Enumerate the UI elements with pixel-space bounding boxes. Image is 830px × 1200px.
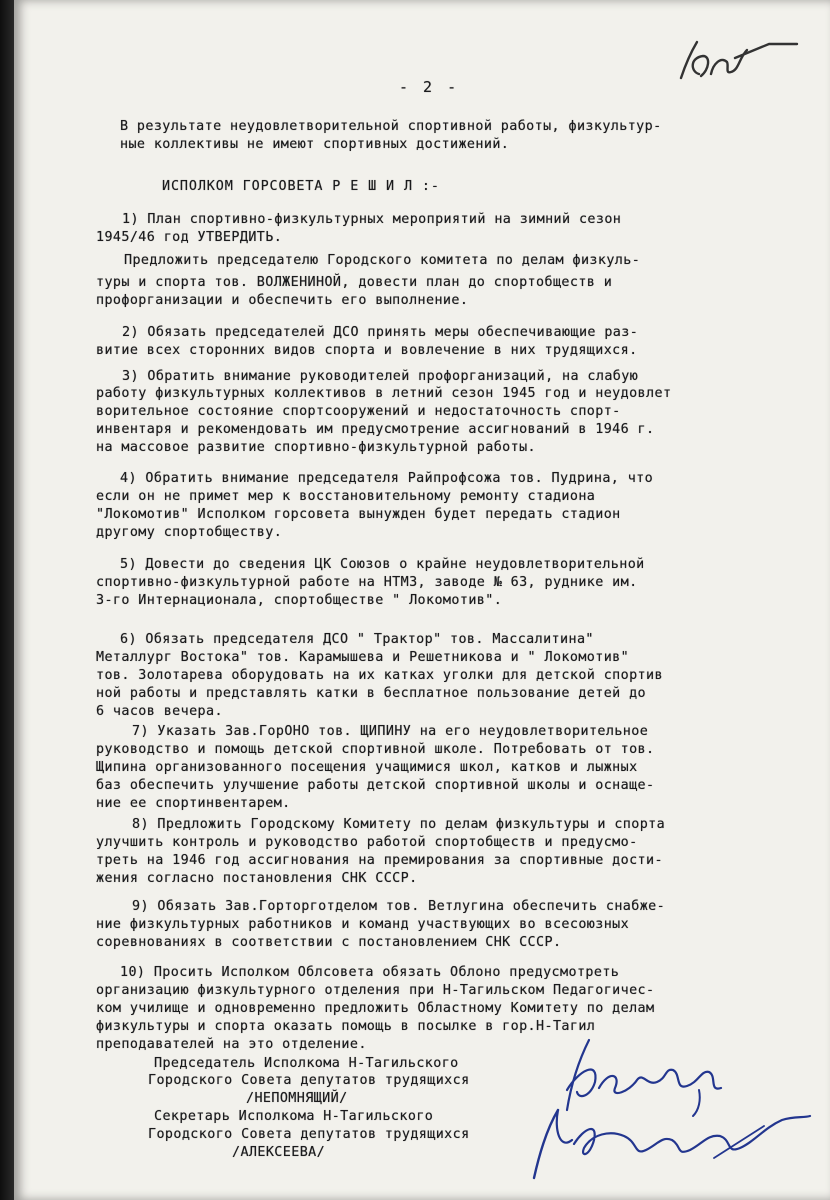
page-number: - 2 - [399, 78, 460, 96]
item-line: 6) Обязать председателя ДСО " Трактор" тов. Массалитина" [120, 632, 594, 647]
item-line: баз обеспечить улучшение работы детской спортивной школы и оснаще- [96, 778, 655, 793]
item-line: работу физкультурных коллективов в летний сезон 1945 год и неудовлет [96, 386, 672, 401]
item-line: физкультуры и спорта оказать помощь в посылке в гор.Н-Тагил [96, 1019, 596, 1034]
item-line: жения согласно постановления СНК СССР. [96, 871, 418, 886]
item-line: треть на 1946 год ассигнования на премирования за спортивные дости- [96, 853, 663, 868]
item-line: профорганизации и обеспечить его выполнение. [96, 293, 469, 308]
item-line: ворительное состояние спортсооружений и недостаточность спорт- [96, 404, 621, 419]
item-line: Предложить председателю Городского комитета по делам физкуль- [124, 253, 641, 268]
secretary-title: Городского Совета депутатов трудящихся [148, 1127, 470, 1142]
secretary-signature [514, 1100, 814, 1185]
secretary-name: /АЛЕКСЕЕВА/ [232, 1145, 326, 1160]
item-line: 9) Обязать Зав.Горторготделом тов. Ветлугина обеспечить снабже- [132, 899, 666, 914]
item-line: улучшить контроль и руководство работой спортобществ и предусмо- [96, 835, 638, 850]
item-line: Металлург Востока" тов. Карамышева и Решетникова и " Локомотив" [96, 650, 630, 665]
document-page [14, 0, 830, 1200]
item-line: соревнованиях в соответствии с постановлением СНК СССР. [96, 935, 562, 950]
item-line: ком училище и одновременно предложить Областному Комитету по делам [96, 1001, 655, 1016]
item-line: другому спортобществу. [96, 525, 283, 540]
item-line: туры и спорта тов. ВОЛЖЕНИНОЙ, довести план до спортобществ и [96, 275, 613, 290]
item-line: на массовое развитие спортивно-физкультурной работы. [96, 440, 537, 455]
chairman-name: /НЕПОМНЯЩИЙ/ [246, 1091, 348, 1106]
decision-header: ИСПОЛКОМ ГОРСОВЕТА Р Е Ш И Л :- [162, 179, 440, 194]
item-line: "Локомотив" Исполком горсовета вынужден будет передать стадион [96, 507, 621, 522]
intro-line: ные коллективы не имеют спортивных достижений. [120, 137, 510, 152]
archive-handwritten-mark [669, 36, 809, 86]
item-line: если он не примет мер к восстановительному ремонту стадиона [96, 489, 596, 504]
item-line: 3-го Интернационала, спортобществе " Локомотив". [96, 593, 503, 608]
chairman-title: Председатель Исполкома Н-Тагильского [154, 1056, 459, 1071]
item-line: тов. Золотарева оборудовать на их катках уголки для детской спортив [96, 668, 663, 683]
item-line: руководство и помощь детской спортивной школе. Потребовать от тов. [96, 742, 655, 757]
item-line: преподавателей на это отделение. [96, 1037, 367, 1052]
item-line: 7) Указать Зав.ГорОНО тов. ЩИПИНУ на его неудовлетворительное [132, 724, 649, 739]
item-line: 1) План спортивно-физкультурных мероприятий на зимний сезон [122, 212, 622, 227]
item-line: ние физкультурных работников и команд участвующих во всесоюзных [96, 917, 630, 932]
secretary-title: Секретарь Исполкома Н-Тагильского [154, 1109, 434, 1124]
item-line: инвентаря и рекомендовать им предусмотрение ассигнований в 1946 г. [96, 422, 655, 437]
item-line: витие всех сторонних видов спорта и вовлечение в них трудящихся. [96, 343, 638, 358]
item-line: 2) Обязать председателей ДСО принять меры обеспечивающие раз- [122, 325, 639, 340]
item-line: 8) Предложить Городскому Комитету по делам физкультуры и спорта [132, 817, 666, 832]
item-line: Щипина организованного посещения учащимися школ, катков и лыжных [96, 760, 638, 775]
scan-left-edge [0, 0, 14, 1200]
item-line: 5) Довести до сведения ЦК Союзов о крайне неудовлетворительной [120, 557, 645, 572]
item-line: спортивно-физкультурной работе на НТМЗ, заводе № 63, руднике им. [96, 575, 638, 590]
item-line: ной работы и представлять катки в бесплатное пользование детей до [96, 686, 647, 701]
item-line: 6 часов вечера. [96, 704, 223, 719]
item-line: 4) Обратить внимание председателя Райпрофсожа тов. Пудрина, что [120, 471, 654, 486]
item-line: 10) Просить Исполком Облсовета обязать Облоно предусмотреть [120, 965, 620, 980]
intro-line: В результате неудовлетворительной спортивной работы, физкультур- [120, 119, 662, 134]
chairman-title: Городского Совета депутатов трудящихся [148, 1073, 470, 1088]
item-line: ние ее спортинвентарем. [96, 796, 291, 811]
item-line: организацию физкультурного отделения при Н-Тагильском Педагогичес- [96, 983, 655, 998]
item-line: 1945/46 год УТВЕРДИТЬ. [96, 230, 283, 245]
item-line: 3) Обратить внимание руководителей профорганизаций, на слабую [122, 369, 639, 384]
